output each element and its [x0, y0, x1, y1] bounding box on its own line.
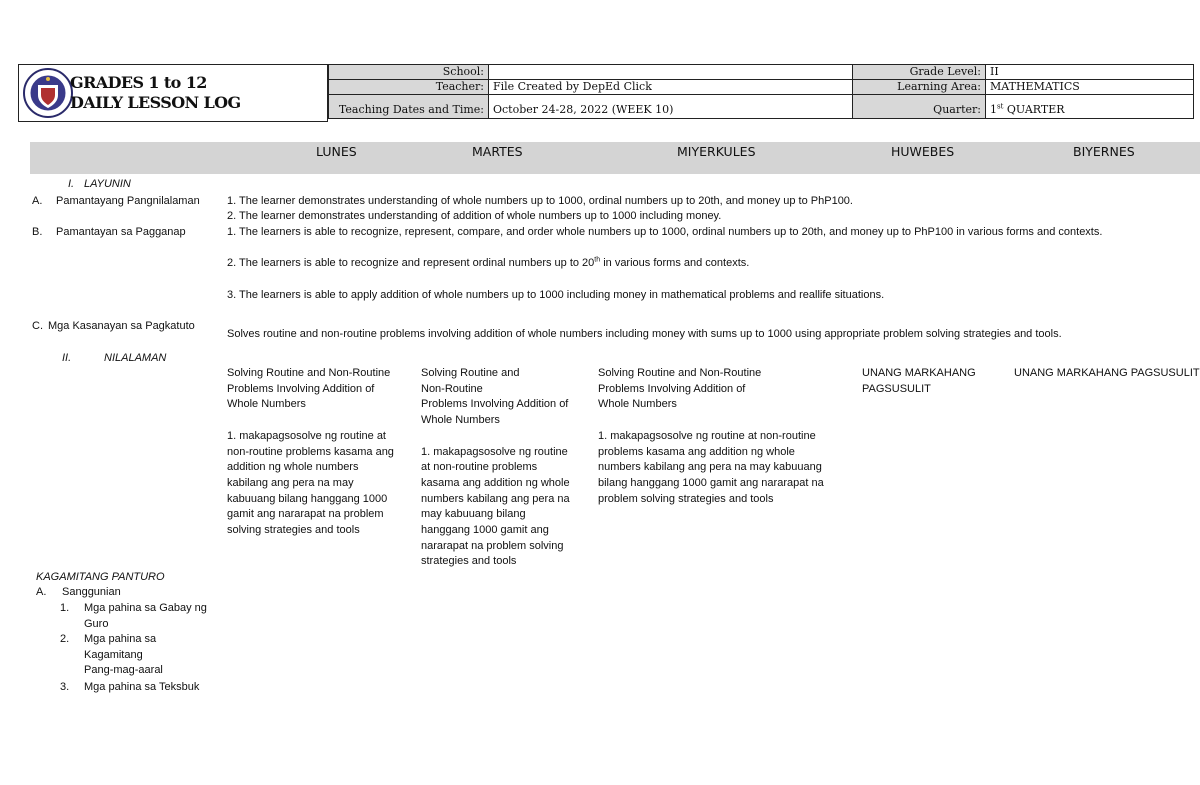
a-title: Pamantayang Pangnilalaman [56, 195, 200, 207]
a-label: A. [32, 195, 43, 207]
b-line-2 [227, 257, 749, 270]
b-line-2-sup: th [594, 256, 601, 264]
objective-line: numbers kabilang ang pera na may kabuuang [598, 461, 822, 474]
objective-line: problem solving strategies and tools [598, 492, 774, 505]
title-line-1: GRADES 1 to 12 [70, 73, 207, 92]
lesson-title-line: Non-Routine [421, 382, 483, 395]
b-line-1: 1. The learners is able to recognize, represent, compare, and order whole numbers up to 1000, ordinal numbers up to 20th, and money up to PhP100 in various forms and contexts. [227, 226, 1103, 238]
kagamitan-heading: KAGAMITANG PANTURO [36, 571, 165, 583]
nilalaman-heading: NILALAMAN [104, 352, 167, 364]
objective-line: addition ng whole numbers [227, 461, 359, 474]
day-biyernes: BIYERNES [1073, 144, 1135, 159]
objective-line: kasama ang addition ng whole [421, 476, 570, 489]
c-label: C. [32, 320, 43, 332]
objective-line: gamit ang nararapat na problem [227, 508, 384, 521]
ref-item [84, 601, 207, 632]
day-header-band [30, 142, 1200, 174]
lesson-title-line: Solving Routine and [421, 367, 520, 379]
objective-line: hanggang 1000 gamit ang [421, 524, 549, 537]
ref-line: Mga pahina sa [84, 633, 157, 645]
dates-label: Teaching Dates and Time: [329, 95, 489, 119]
objective-line: strategies and tools [421, 555, 517, 568]
objective-line: solving strategies and tools [227, 524, 360, 537]
objective-line: 1. makapagsosolve ng routine at non-routine [598, 429, 816, 442]
layunin-heading: LAYUNIN [84, 178, 131, 190]
grade-value: II [986, 65, 1194, 80]
quarter-suffix: st [997, 102, 1004, 111]
objective-line: nararapat na problem solving [421, 539, 564, 552]
objective-line: kabilang ang pera na may [227, 476, 354, 489]
c-text: Solves routine and non-routine problems involving addition of whole numbers including money with sums up to 1000 using appropriate problem solving strategies and tools. [227, 328, 1062, 340]
exam-line: PAGSUSULIT [862, 382, 931, 395]
b-label: B. [32, 226, 43, 238]
objective-line: problems kasama ang addition ng whole [598, 445, 795, 458]
title-line-2: DAILY LESSON LOG [70, 93, 241, 112]
lunes-content [227, 366, 394, 539]
ref-line: Guro [84, 617, 109, 630]
ref-num: 1. [60, 602, 70, 614]
objective-line: bilang hanggang 1000 gamit ang nararapat na [598, 476, 824, 489]
exam-line: UNANG MARKAHANG [862, 367, 976, 379]
lesson-title-line: Whole Numbers [421, 414, 500, 427]
miyerkules-content [598, 366, 824, 507]
area-value: MATHEMATICS [986, 80, 1194, 95]
objective-line: kabuuang bilang hanggang 1000 [227, 492, 388, 505]
grade-label: Grade Level: [853, 65, 986, 80]
lesson-title-line: Whole Numbers [598, 398, 677, 411]
objective-line: at non-routine problems [421, 461, 538, 474]
day-miyerkules: MIYERKULES [677, 144, 756, 159]
teacher-label: Teacher: [329, 80, 489, 95]
c-title: Mga Kasanayan sa Pagkatuto [48, 320, 195, 332]
quarter-label: Quarter: [853, 95, 986, 119]
ref-line: Mga pahina sa Gabay ng [84, 602, 207, 614]
lesson-title-line: Solving Routine and Non-Routine [598, 367, 762, 379]
ref-line: Mga pahina sa Teksbuk [84, 681, 200, 693]
objective-line: 1. makapagsosolve ng routine at [227, 429, 386, 442]
day-lunes: LUNES [316, 144, 357, 159]
school-value [489, 65, 853, 80]
martes-content [421, 366, 570, 570]
info-row [329, 65, 1194, 80]
ref-line: Kagamitang [84, 648, 143, 661]
deped-seal-icon [22, 67, 74, 119]
info-table [328, 64, 1194, 119]
sanggunian-title: Sanggunian [62, 586, 121, 598]
ref-item [84, 680, 199, 696]
biyernes-content: UNANG MARKAHANG PAGSUSULIT [1014, 367, 1200, 379]
huwebes-content [862, 366, 976, 397]
ref-item [84, 632, 163, 679]
school-label: School: [329, 65, 489, 80]
lesson-title-line: Problems Involving Addition of [598, 382, 746, 395]
a-line-2: 2. The learner demonstrates understanding of addition of whole numbers up to 1000 including money. [227, 210, 722, 222]
sanggunian-label: A. [36, 586, 47, 598]
info-row [329, 95, 1194, 119]
layunin-num: I. [68, 178, 75, 190]
b-line-2-text: 2. The learners is able to recognize and represent ordinal numbers up to 20 [227, 257, 595, 269]
objective-line: 1. makapagsosolve ng routine [421, 445, 568, 458]
lesson-title-line: Problems Involving Addition of [227, 382, 375, 395]
lesson-title-line: Whole Numbers [227, 398, 306, 411]
a-line-1: 1. The learner demonstrates understanding of whole numbers up to 1000, ordinal numbers up to 20th, and money up to PhP100. [227, 195, 853, 207]
info-row [329, 80, 1194, 95]
teacher-value: File Created by DepEd Click [489, 80, 853, 95]
area-label: Learning Area: [853, 80, 986, 95]
day-huwebes: HUWEBES [891, 144, 955, 159]
dates-value: October 24-28, 2022 (WEEK 10) [489, 95, 853, 119]
lesson-title-line: Problems Involving Addition of [421, 398, 569, 411]
nilalaman-num: II. [62, 352, 72, 364]
b-line-2-rest: in various forms and contexts. [600, 257, 750, 269]
objective-line: numbers kabilang ang pera na [421, 492, 570, 505]
objective-line: may kabuuang bilang [421, 508, 526, 521]
ref-num: 3. [60, 681, 70, 693]
objective-line: non-routine problems kasama ang [227, 445, 394, 458]
ref-line: Pang-mag-aaral [84, 664, 163, 677]
quarter-number: 1 [990, 103, 997, 116]
b-title: Pamantayan sa Pagganap [56, 226, 186, 238]
ref-num: 2. [60, 633, 70, 645]
b-line-3: 3. The learners is able to apply addition of whole numbers up to 1000 including money in mathematical problems and reallife situations. [227, 289, 885, 301]
quarter-value [986, 95, 1194, 119]
lesson-title-line: Solving Routine and Non-Routine [227, 367, 391, 379]
quarter-text: QUARTER [1003, 103, 1065, 116]
day-martes: MARTES [472, 144, 523, 159]
